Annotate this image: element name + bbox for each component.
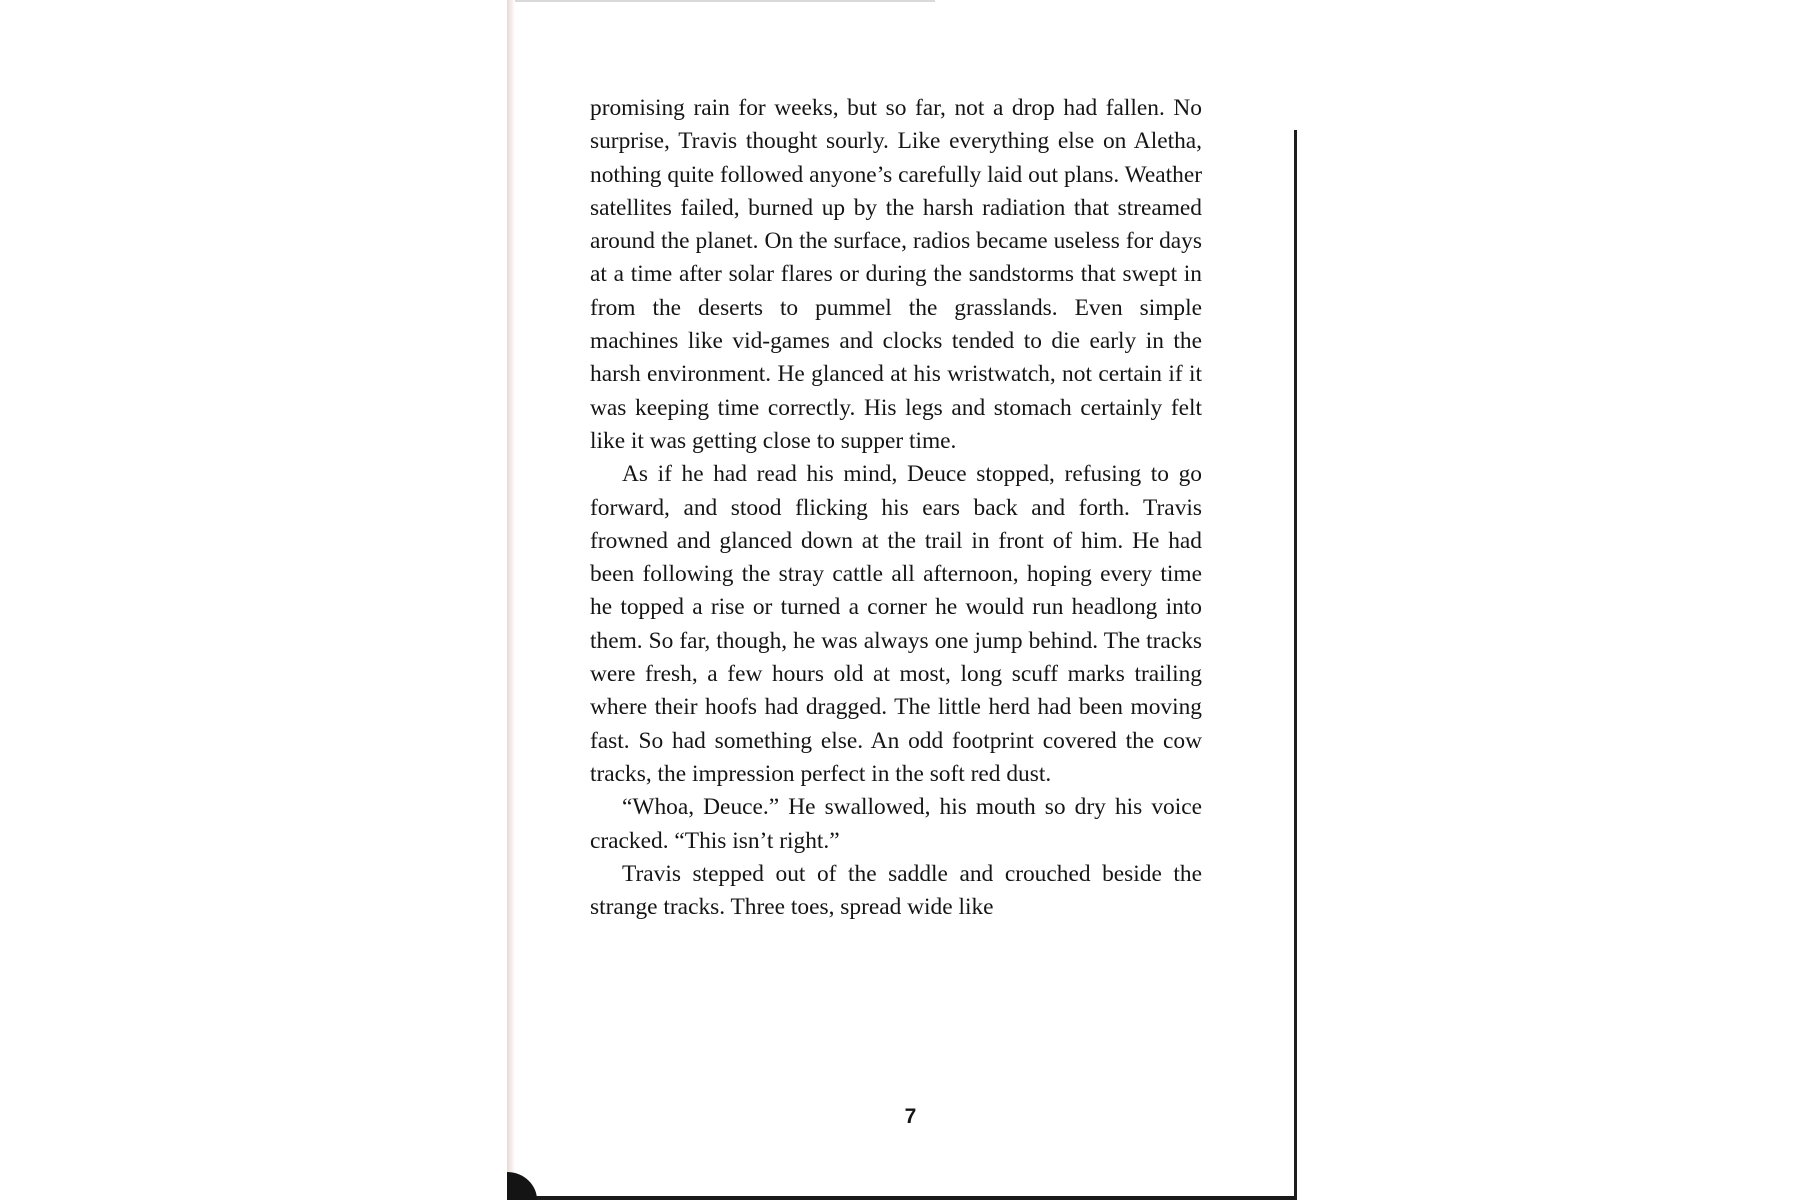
paragraph-3: “Whoa, Deuce.” He swallowed, his mouth so dry his voice cracked. “This isn’t right.” (590, 794, 1202, 854)
page-number: 7 (904, 1105, 917, 1128)
page-right-edge (1294, 130, 1297, 1200)
book-page (515, 0, 1294, 1196)
page-bottom-edge (530, 1196, 1295, 1200)
paragraph-4: Travis stepped out of the saddle and crouched beside the strange tracks. Three toes, spread wide like (590, 860, 1202, 921)
page-gutter-shadow (507, 0, 515, 1200)
paragraph-1: promising rain for weeks, but so far, not a drop had fallen. No surprise, Travis thought sourly. Like everything else on Aletha, nothing quite followed anyone’s carefully laid out plans. Weather satellites failed, burned up by the harsh radiation that streamed around the planet. On the surface, radios became useless for days at a time after solar flares or during the sandstorms that swept in from the deserts to pummel the grasslands. Even simple machines like vid-games and clocks tended to die early in the harsh environment. He glanced at his wristwatch, not certain if it was keeping time correctly. His legs and stomach certainly felt like it was getting close to supper time. (590, 95, 1202, 454)
paragraph-2: As if he had read his mind, Deuce stopped, refusing to go forward, and stood flicking his ears back and forth. Travis frowned and glanced down at the trail in front of him. He had been following the stray cattle all afternoon, hoping every time he topped a rise or turned a corner he would run headlong into them. So far, though, he was always one jump behind. The tracks were fresh, a few hours old at most, long scuff marks trailing where their hoofs had dragged. The little herd had been moving fast. So had something else. An odd footprint covered the cow tracks, the impression perfect in the soft red dust. (590, 461, 1202, 787)
body-text (590, 92, 1202, 924)
